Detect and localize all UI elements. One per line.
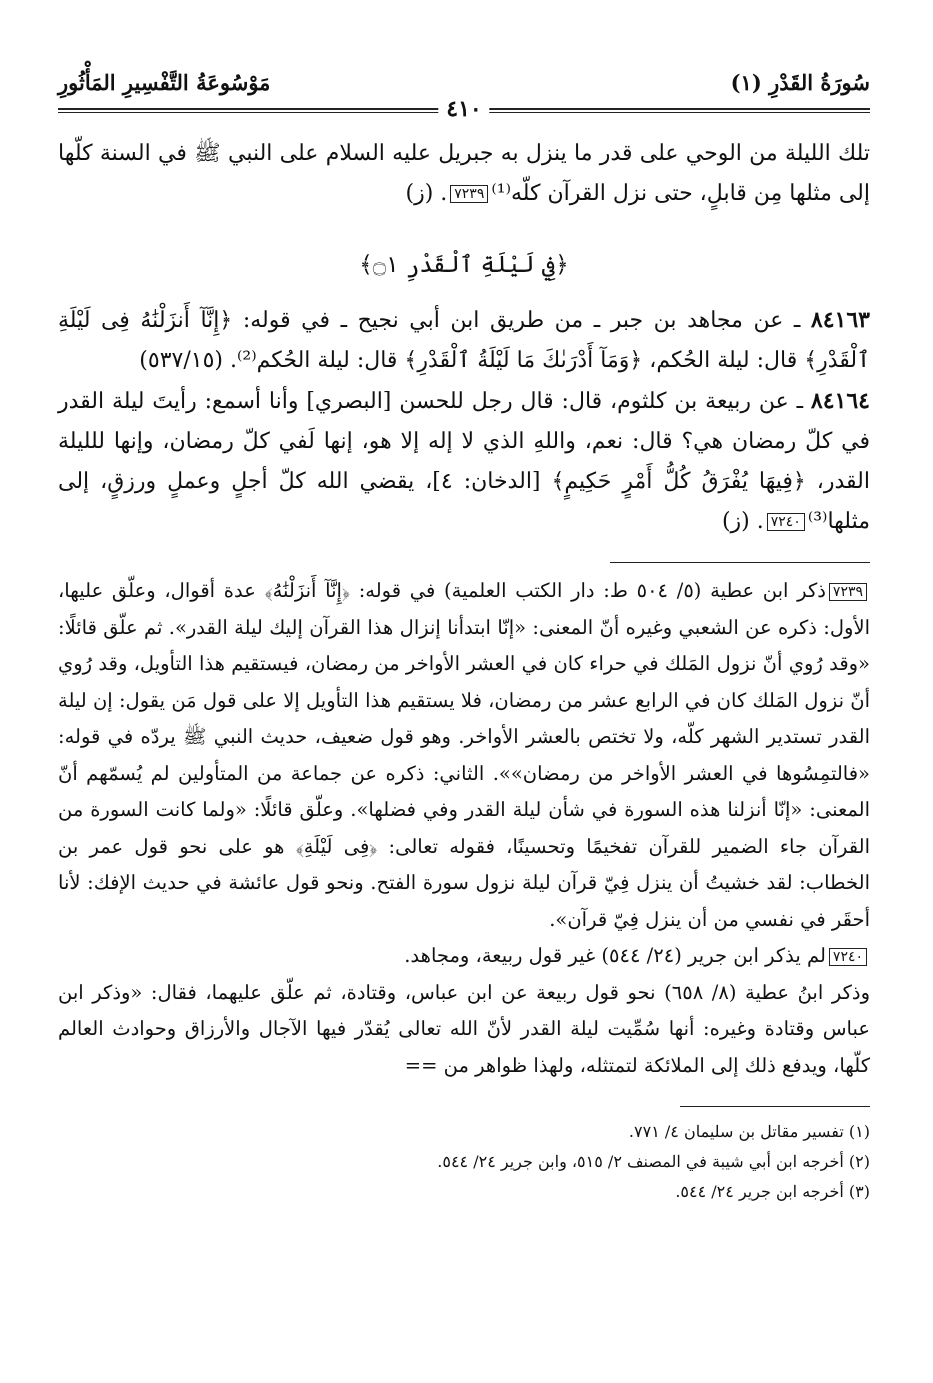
- commentary-ref-box: ٧٢٣٩: [450, 185, 488, 203]
- commentary-text: لم يذكر ابن جرير (٢٤/ ٥٤٤) غير قول ربيعة، ومجاهد.: [404, 944, 826, 967]
- commentary-note: [58, 573, 870, 938]
- commentary-text: ذكر ابن عطية (٥/ ٥٠٤ ط: دار الكتب العلمية) في قوله: ﴿إِنَّآ أَنزَلْنَٰهُ﴾ عدة أقوال، وعلّق عليها، الأول: ذكره عن الشعبي وغيره أنّ المعنى: «إنّا ابتدأنا إنزال هذا القرآن إليك ليلة القدر». ثم علّق قائلًا: «وقد رُوي أنّ نزول المَلك في حراء كان في العشر الأواخر من رمضان، فيستقيم هذا التأويل، وقد رُوي أنّ نزول المَلك كان في الرابع عشر من رمضان، فلا يستقيم هذا التأويل إلا على قول مَن يقول: إن ليلة القدر تستدير الشهر كلّه، ولا تختص بالعشر الأواخر. وهو قول ضعيف، حديث النبي ﷺ يردّه في قوله: «فالتمِسُوها في العشر الأواخر من رمضان»». الثاني: ذكره عن جماعة من المتأولين لم يُسمّهم أنّ المعنى: «إنّا أنزلنا هذه السورة في شأن ليلة القدر وفي فضلها». وعلّق قائلًا: «ولما كانت السورة من القرآن جاء الضمير للقرآن تفخيمًا وتحسينًا، فقوله تعالى: ﴿فِى لَيْلَةِ﴾ هو على نحو قول عمر بن الخطاب: لقد خشيتُ أن ينزل فِيّ قرآن ليلة نزول سورة الفتح. ونحو قول عائشة في حديث الإفك: لأنا أحقَر في نفسي من أن ينزل فِيّ قرآن».: [58, 579, 870, 931]
- footnote-separator: [680, 1106, 870, 1107]
- commentary-id-box: ٧٢٤٠: [829, 948, 867, 966]
- commentary-separator: [610, 562, 870, 563]
- page-number: ٤١٠: [438, 96, 489, 122]
- commentary-continuation: وذكر ابنُ عطية (٨/ ٦٥٨) نحو قول ربيعة عن ابن عباس، وقتادة، ثم علّق عليهما، فقال: «وذكر ابن عباس وقتادة وغيره: أنها سُمِّيت ليلة القدر لأنّ الله تعالى يُقدّر فيها الآجال والأرزاق وحوادث العالم كلّها، ويدفع ذلك إلى الملائكة لتمتثله، ولهذا ظواهر من ==: [58, 980, 870, 1077]
- intro-paragraph: [58, 134, 870, 214]
- narration-number: ٨٤١٦٣: [810, 307, 870, 333]
- intro-end: . (ز): [405, 181, 448, 206]
- commentary-ref-box: ٧٢٤٠: [767, 513, 805, 531]
- document-page: [58, 60, 870, 1207]
- footnote: (٣) أخرجه ابن جرير ٢٤/ ٥٤٤.: [675, 1182, 870, 1201]
- commentary-id-box: ٧٢٣٩: [829, 583, 867, 601]
- book-title: مَوْسُوعَةُ التَّفْسِيرِ المَأْثُورِ: [58, 70, 271, 95]
- narration-paragraph: [58, 381, 870, 542]
- narration-text: ـ عن مجاهد بن جبر ـ من طريق ابن أبي نجيح ـ في قوله: ﴿إِنَّآ أَنزَلْنَٰهُ فِى لَيْلَةِ ٱلْقَدْرِ﴾ قال: ليلة الحُكم، ﴿وَمَآ أَدْرَىٰكَ مَا لَيْلَةُ ٱلْقَدْرِ﴾ قال: ليلة الحُكم⁽²⁾. (٥٣٧/١٥): [58, 308, 870, 373]
- surah-title: سُورَةُ القَدْرِ (١): [730, 70, 870, 95]
- commentary-note: [58, 938, 870, 975]
- narration-end: . (ز): [721, 509, 764, 534]
- ayah-heading: ﴿فِي لَيْلَةِ ٱلْقَدْرِ ۝١﴾: [359, 252, 569, 278]
- footnote: (٢) أخرجه ابن أبي شيبة في المصنف ٢/ ٥١٥، وابن جرير ٢٤/ ٥٤٤.: [437, 1152, 870, 1171]
- page-header: [58, 60, 870, 122]
- narration-text: ـ عن ربيعة بن كلثوم، قال: قال رجل للحسن [البصري] وأنا أسمع: رأيتَ ليلة القدر في كلّ رمضان هي؟ قال: نعم، واللهِ الذي لا إله إلا هو، إنها لَفي كلّ رمضان، وإنها للليلة القدر، ﴿فِيهَا يُفْرَقُ كُلُّ أَمْرٍ حَكِيمٍ﴾ [الدخان: ٤]، يقضي الله كلّ أجلٍ وعملٍ ورزقٍ، إلى مثلها⁽³⁾: [58, 389, 870, 534]
- narration-paragraph: [58, 300, 870, 381]
- intro-text: تلك الليلة من الوحي على قدر ما ينزل به جبريل عليه السلام على النبي ﷺ في السنة كلّها إلى مثلها مِن قابلٍ، حتى نزل القرآن كلّه⁽¹⁾: [58, 141, 870, 206]
- footnote: (١) تفسير مقاتل بن سليمان ٤/ ٧٧١.: [628, 1122, 870, 1141]
- main-text: [58, 134, 870, 1207]
- narration-number: ٨٤١٦٤: [810, 388, 870, 414]
